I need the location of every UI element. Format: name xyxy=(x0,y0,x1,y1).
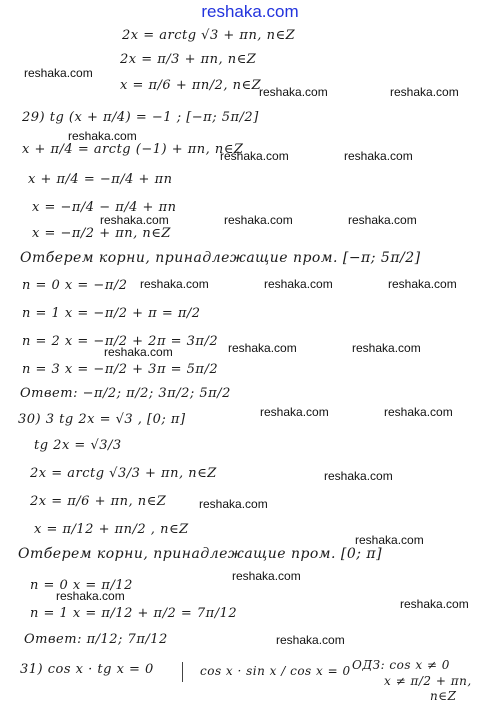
solution-line: 2x = π/3 + πn, n∈Z xyxy=(120,52,257,67)
task-29-header: 29) tg (x + π/4) = −1 ; [−π; 5π/2] xyxy=(22,110,259,125)
answer-line: Ответ: π/12; 7π/12 xyxy=(24,632,168,647)
watermark: reshaka.com xyxy=(344,149,413,163)
watermark: reshaka.com xyxy=(24,66,93,80)
watermark: reshaka.com xyxy=(384,405,453,419)
task-31-header: 31) cos x · tg x = 0 xyxy=(20,662,154,677)
solution-line: 2x = arctg √3 + πn, n∈Z xyxy=(122,28,296,43)
watermark: reshaka.com xyxy=(220,149,289,163)
solution-line: x = −π/4 − π/4 + πn xyxy=(32,200,177,215)
solution-line: n = 0 x = π/12 xyxy=(30,578,133,593)
watermark: reshaka.com xyxy=(228,341,297,355)
root-selection-heading: Отберем корни, принадлежащие пром. [0; π] xyxy=(18,546,383,562)
watermark: reshaka.com xyxy=(352,341,421,355)
task-30-header: 30) 3 tg 2x = √3 , [0; π] xyxy=(18,412,186,427)
solution-line: x + π/4 = arctg (−1) + πn, n∈Z xyxy=(22,142,244,157)
odz-line: ОДЗ: cos x ≠ 0 xyxy=(352,658,450,672)
odz-line: x ≠ π/2 + πn, xyxy=(384,674,472,688)
watermark: reshaka.com xyxy=(56,589,125,603)
watermark: reshaka.com xyxy=(348,213,417,227)
watermark: reshaka.com xyxy=(68,129,137,143)
watermark: reshaka.com xyxy=(259,85,328,99)
watermark: reshaka.com xyxy=(140,277,209,291)
watermark: reshaka.com xyxy=(276,633,345,647)
solution-line: n = 1 x = π/12 + π/2 = 7π/12 xyxy=(30,606,238,621)
solution-line: x = π/12 + πn/2 , n∈Z xyxy=(34,522,189,537)
watermark: reshaka.com xyxy=(264,277,333,291)
watermark: reshaka.com xyxy=(400,597,469,611)
watermark: reshaka.com xyxy=(104,345,173,359)
solution-line: x = −π/2 + πn, n∈Z xyxy=(32,226,171,241)
solution-line: cos x · sin x / cos x = 0 xyxy=(200,664,351,678)
watermark: reshaka.com xyxy=(232,569,301,583)
answer-line: Ответ: −π/2; π/2; 3π/2; 5π/2 xyxy=(20,386,231,401)
solution-line: x = π/6 + πn/2, n∈Z xyxy=(120,78,262,93)
solution-line: n = 3 x = −π/2 + 3π = 5π/2 xyxy=(22,362,219,377)
watermark: reshaka.com xyxy=(324,469,393,483)
watermark: reshaka.com xyxy=(390,85,459,99)
solution-line: n = 0 x = −π/2 xyxy=(22,278,128,293)
watermark: reshaka.com xyxy=(260,405,329,419)
watermark: reshaka.com xyxy=(100,213,169,227)
solution-line: 2x = π/6 + πn, n∈Z xyxy=(30,494,167,509)
site-title: reshaka.com xyxy=(201,2,299,21)
solution-line: n = 2 x = −π/2 + 2π = 3π/2 xyxy=(22,334,219,349)
root-selection-heading: Отберем корни, принадлежащие пром. [−π; 5π/2] xyxy=(20,250,421,266)
solution-line: n = 1 x = −π/2 + π = π/2 xyxy=(22,306,201,321)
watermark: reshaka.com xyxy=(355,533,424,547)
solution-line: tg 2x = √3/3 xyxy=(34,438,122,453)
solution-line: x + π/4 = −π/4 + πn xyxy=(28,172,173,187)
odz-line: n∈Z xyxy=(430,689,457,703)
watermark: reshaka.com xyxy=(199,497,268,511)
watermark: reshaka.com xyxy=(224,213,293,227)
separator-stroke xyxy=(182,662,183,682)
solution-line: 2x = arctg √3/3 + πn, n∈Z xyxy=(30,466,217,481)
watermark: reshaka.com xyxy=(388,277,457,291)
